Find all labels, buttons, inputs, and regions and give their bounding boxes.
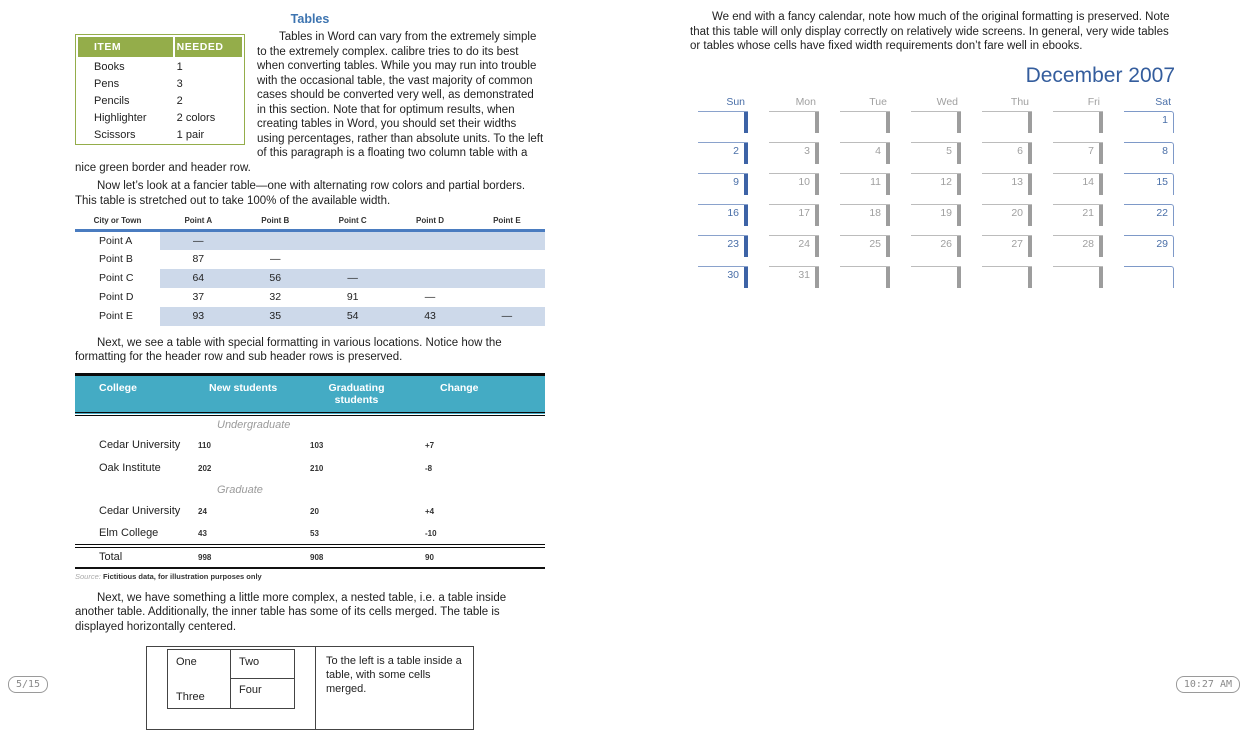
day-number — [982, 267, 1032, 269]
nested-inner-table — [167, 649, 295, 709]
total-row — [75, 546, 545, 568]
calendar-paragraph: We end with a fancy calendar, note how much of the original formatting is preserved. Note that this table will only display correctly on relatively wide screens. In general, very wide tables or tables whose cells have fixed width requirements don’t fare well in ebooks. — [690, 11, 1170, 52]
table-row — [75, 500, 545, 523]
cell-bar — [1099, 205, 1103, 226]
table-row — [75, 231, 545, 250]
value-cell — [391, 231, 468, 250]
table-row — [78, 110, 242, 125]
value-cell: 43 — [391, 307, 468, 326]
subheader-row — [75, 480, 545, 500]
cell-bar — [744, 143, 748, 164]
cell-bar — [1099, 174, 1103, 195]
cell-bar — [886, 143, 890, 164]
calendar-cell — [840, 266, 890, 292]
cell-bar — [1028, 267, 1032, 288]
cell-bar — [886, 236, 890, 257]
cell-bar — [1028, 205, 1032, 226]
total-value: 90 — [425, 552, 434, 562]
day-header-mon: Mon — [795, 95, 816, 108]
day-number: 27 — [1011, 237, 1023, 250]
cell-bar — [744, 112, 748, 133]
cell-bar — [886, 112, 890, 133]
nested-table-caption: To the left is a table inside a table, with some cells merged. — [326, 655, 462, 695]
cell-bar — [957, 236, 961, 257]
calendar-cell — [982, 235, 1032, 261]
cell-bar — [1099, 236, 1103, 257]
inner-cell-two: Two — [231, 650, 294, 679]
inner-merged-cell — [168, 650, 231, 708]
calendar-cell — [982, 173, 1032, 199]
day-number — [982, 112, 1032, 114]
nested-outer-table — [146, 646, 474, 730]
item-cell: Pens — [94, 77, 120, 90]
item-cell: Highlighter — [94, 111, 147, 124]
column-header: Point C — [314, 216, 391, 231]
table-row — [78, 76, 242, 91]
subheader-label: Graduate — [217, 483, 263, 496]
calendar-cell — [1124, 266, 1174, 288]
calendar-cell — [1053, 235, 1103, 261]
college-name: Oak Institute — [99, 462, 161, 474]
value-cell — [314, 231, 391, 250]
source-label: Source: — [75, 571, 101, 581]
calendar-cell — [911, 266, 961, 292]
day-number: 29 — [1156, 237, 1168, 250]
day-number: 15 — [1156, 175, 1168, 188]
cell-bar — [744, 267, 748, 288]
cell-bar — [886, 267, 890, 288]
value-cell — [237, 231, 314, 250]
table-row — [75, 457, 545, 480]
table-row — [75, 288, 545, 307]
inner-cell-one: One — [176, 656, 197, 668]
calendar-cell — [769, 173, 819, 199]
cell-bar — [744, 174, 748, 195]
college-name: Cedar University — [99, 505, 181, 517]
table-row — [75, 434, 545, 457]
value-cell: — — [424, 291, 436, 303]
nested-outer-left-cell — [147, 647, 316, 729]
value-cell: 53 — [310, 528, 319, 538]
value-cell — [391, 269, 468, 288]
item-table-header-row — [78, 37, 242, 57]
row-label: Point A — [99, 234, 133, 247]
calendar-cell — [840, 111, 890, 137]
needed-cell: 1 — [176, 60, 183, 73]
day-number: 31 — [798, 268, 810, 281]
college-name: Cedar University — [99, 439, 181, 451]
calendar-cell — [1053, 204, 1103, 230]
calendar-cell — [1053, 173, 1103, 199]
item-needed-table — [75, 34, 245, 145]
fancier-table-paragraph: Now let’s look at a fancier table—one with alternating row colors and partial borders. This table is stretched out to take 100% of the available width. — [75, 180, 526, 207]
value-cell: — — [270, 253, 281, 265]
item-cell: Pencils — [94, 94, 130, 107]
day-number: 19 — [940, 206, 952, 219]
row-label: Point C — [99, 272, 134, 284]
total-label: Total — [99, 551, 123, 563]
value-cell — [469, 231, 545, 250]
calendar-cell — [1124, 111, 1174, 133]
cell-bar — [815, 236, 819, 257]
value-cell: 56 — [237, 269, 314, 288]
day-number: 20 — [1011, 206, 1023, 219]
day-number: 16 — [727, 206, 739, 219]
calendar-cell — [911, 173, 961, 199]
calendar-cell — [1053, 266, 1103, 292]
subheader-label: Undergraduate — [217, 418, 291, 431]
value-cell: -10 — [425, 528, 437, 538]
column-header: New students — [195, 374, 307, 414]
value-cell: 202 — [198, 463, 212, 473]
day-header-thu: Thu — [1010, 95, 1029, 108]
day-number — [840, 267, 890, 269]
day-number — [911, 112, 961, 114]
cell-bar — [815, 267, 819, 288]
right-page — [690, 10, 1177, 292]
day-number: 28 — [1082, 237, 1094, 250]
day-header-tue: Tue — [869, 95, 887, 108]
calendar-cell — [698, 173, 748, 199]
value-cell: -8 — [425, 463, 433, 473]
day-number: 2 — [733, 144, 739, 157]
inner-cell-four: Four — [239, 684, 262, 696]
item-cell: Books — [94, 60, 125, 73]
column-header: City or Town — [75, 216, 160, 231]
value-cell — [469, 288, 545, 307]
value-cell: +7 — [425, 440, 435, 450]
cell-bar — [886, 205, 890, 226]
table-row — [78, 127, 242, 142]
cell-bar — [886, 174, 890, 195]
day-number: 10 — [798, 175, 810, 188]
day-number — [698, 112, 748, 114]
calendar-cell — [698, 266, 748, 292]
source-text: Fictitious data, for illustration purposes only — [102, 571, 262, 581]
empty-cell — [75, 414, 195, 434]
table-row — [78, 59, 242, 74]
day-header-wed: Wed — [936, 95, 958, 108]
row-label: Point D — [99, 291, 134, 303]
cell-bar — [957, 267, 961, 288]
day-number: 13 — [1011, 175, 1023, 188]
value-cell: 103 — [310, 440, 324, 450]
value-cell — [391, 250, 468, 269]
table-row — [75, 307, 545, 326]
day-number: 8 — [1162, 144, 1168, 157]
calendar-cell — [982, 111, 1032, 137]
needed-cell: 3 — [176, 77, 183, 90]
cell-bar — [1028, 236, 1032, 257]
column-header: Change — [422, 374, 545, 414]
cell-bar — [957, 112, 961, 133]
value-cell: 43 — [198, 528, 207, 538]
value-cell: 35 — [237, 307, 314, 326]
value-cell: 64 — [160, 269, 237, 288]
calendar-title: December 2007 — [1025, 63, 1175, 87]
column-header: Graduating students — [307, 374, 422, 414]
left-page — [75, 10, 545, 730]
calendar-cell — [769, 266, 819, 292]
calendar-cell — [982, 266, 1032, 292]
cell-bar — [1099, 112, 1103, 133]
calendar-cell — [769, 235, 819, 261]
day-number: 26 — [940, 237, 952, 250]
cell-bar — [815, 112, 819, 133]
cell-bar — [957, 174, 961, 195]
day-number — [911, 267, 961, 269]
clock: 10:27 AM — [1176, 676, 1240, 693]
value-cell: 24 — [198, 506, 207, 516]
column-header: Point E — [469, 216, 545, 231]
day-number — [1053, 267, 1103, 269]
calendar-cell — [1124, 142, 1174, 164]
source-note — [75, 572, 545, 581]
calendar-cell — [769, 111, 819, 137]
table-row — [75, 269, 545, 288]
college-table — [75, 373, 545, 569]
cell-bar — [1028, 174, 1032, 195]
calendar-cell — [840, 173, 890, 199]
calendar-grid — [698, 111, 1174, 292]
day-header-sat: Sat — [1155, 95, 1171, 108]
day-number: 3 — [804, 144, 810, 157]
row-label: Point E — [99, 310, 133, 322]
day-number: 1 — [1162, 113, 1168, 126]
calendar-cell — [698, 235, 748, 261]
day-number: 7 — [1088, 144, 1094, 157]
calendar-cell — [911, 235, 961, 261]
day-number: 11 — [870, 175, 881, 188]
day-number — [769, 112, 819, 114]
column-header: Point B — [237, 216, 314, 231]
calendar-cell — [840, 235, 890, 261]
distance-matrix-table — [75, 216, 545, 326]
calendar-cell — [1053, 142, 1103, 168]
calendar-cell — [840, 204, 890, 230]
day-number: 6 — [1017, 144, 1023, 157]
cell-bar — [1099, 143, 1103, 164]
table-row — [75, 250, 545, 269]
day-number: 21 — [1082, 206, 1094, 219]
day-number: 9 — [733, 175, 739, 188]
calendar-cell — [911, 204, 961, 230]
day-number: 23 — [727, 237, 739, 250]
intro-paragraph: Tables in Word can vary from the extremely simple to the extremely complex. calibre tries to do its best when converting tables. While you may run into trouble with the occasional table, the vast majority of common cases should be converted very well, as demonstrated in this section. Note that for optimum results, when creating tables in Word, you should set their widths using percentages, rather than absolute units. To the left of this paragraph is a floating two column table with a nice green border and header row. — [75, 31, 544, 174]
row-label: Point B — [99, 253, 133, 265]
cell-bar — [957, 205, 961, 226]
value-cell: 87 — [192, 253, 205, 265]
day-number: 25 — [869, 237, 881, 250]
day-number: 22 — [1156, 206, 1168, 219]
value-cell: 210 — [310, 463, 324, 473]
needed-cell: 2 colors — [176, 111, 216, 124]
value-cell: 93 — [160, 307, 237, 326]
needed-cell: 2 — [176, 94, 183, 107]
inner-cell-three: Three — [176, 691, 205, 703]
cell-bar — [815, 205, 819, 226]
total-value: 998 — [198, 552, 212, 562]
cell-bar — [815, 143, 819, 164]
calendar-cell — [769, 142, 819, 168]
distance-table-header-row — [75, 216, 545, 231]
value-cell: +4 — [425, 506, 435, 516]
column-header: Point A — [160, 216, 237, 231]
value-cell — [469, 250, 545, 269]
value-cell: 54 — [314, 307, 391, 326]
item-table-header-needed: NEEDED — [175, 37, 242, 57]
total-value: 908 — [310, 552, 324, 562]
cell-bar — [1099, 267, 1103, 288]
calendar-cell — [982, 204, 1032, 230]
table-row — [75, 523, 545, 546]
needed-cell: 1 pair — [176, 128, 205, 141]
cell-bar — [957, 143, 961, 164]
calendar-cell — [769, 204, 819, 230]
value-cell: — — [314, 269, 391, 288]
day-number — [1124, 267, 1173, 269]
item-cell: Scissors — [94, 128, 136, 141]
subheader-row — [75, 414, 545, 434]
cell-bar — [1028, 143, 1032, 164]
calendar-cell — [911, 142, 961, 168]
calendar-cell — [698, 111, 748, 137]
value-cell: 37 — [192, 291, 205, 303]
value-cell: 32 — [269, 291, 282, 303]
college-table-header-row — [75, 374, 545, 414]
nested-table-paragraph: Next, we have something a little more complex, a nested table, i.e. a table inside another table. Additionally, the inner table has some of its cells merged. The table is displayed horizontally centered. — [75, 591, 507, 633]
value-cell: — — [160, 231, 237, 250]
calendar-day-header-row — [698, 96, 1174, 111]
day-header-sun: Sun — [726, 95, 745, 108]
day-number — [1053, 112, 1103, 114]
calendar-cell — [982, 142, 1032, 168]
day-number: 18 — [869, 206, 881, 219]
day-number: 12 — [940, 175, 952, 188]
value-cell — [469, 269, 545, 288]
cell-bar — [744, 236, 748, 257]
cell-bar — [744, 205, 748, 226]
day-number: 4 — [875, 144, 881, 157]
day-number: 5 — [946, 144, 952, 157]
item-table-header-item: ITEM — [78, 37, 173, 57]
table-row — [78, 93, 242, 108]
day-number: 24 — [798, 237, 810, 250]
calendar-cell — [840, 142, 890, 168]
cell-bar — [815, 174, 819, 195]
column-header: College — [75, 374, 195, 414]
calendar-cell — [911, 111, 961, 137]
calendar-cell — [698, 142, 748, 168]
calendar-cell — [1124, 173, 1174, 195]
special-formatting-paragraph: Next, we see a table with special formatting in various locations. Notice how the formatting for the header row and sub header rows is preserved. — [75, 336, 502, 363]
empty-cell — [75, 480, 195, 500]
day-number: 14 — [1082, 175, 1094, 188]
calendar-cell — [698, 204, 748, 230]
value-cell: 91 — [346, 291, 359, 303]
day-number: 30 — [727, 268, 739, 281]
calendar-cell — [1053, 111, 1103, 137]
value-cell: 20 — [310, 506, 319, 516]
calendar-cell — [1124, 235, 1174, 257]
college-name: Elm College — [99, 527, 159, 539]
day-number: 17 — [798, 206, 810, 219]
column-header: Point D — [391, 216, 468, 231]
cell-bar — [1028, 112, 1032, 133]
value-cell — [314, 250, 391, 269]
day-number — [840, 112, 890, 114]
section-heading: Tables — [290, 12, 330, 26]
value-cell: — — [469, 307, 545, 326]
day-header-fri: Fri — [1087, 95, 1100, 108]
page-indicator[interactable]: 5/15 — [8, 676, 48, 693]
value-cell: 110 — [198, 440, 211, 450]
calendar-cell — [1124, 204, 1174, 226]
